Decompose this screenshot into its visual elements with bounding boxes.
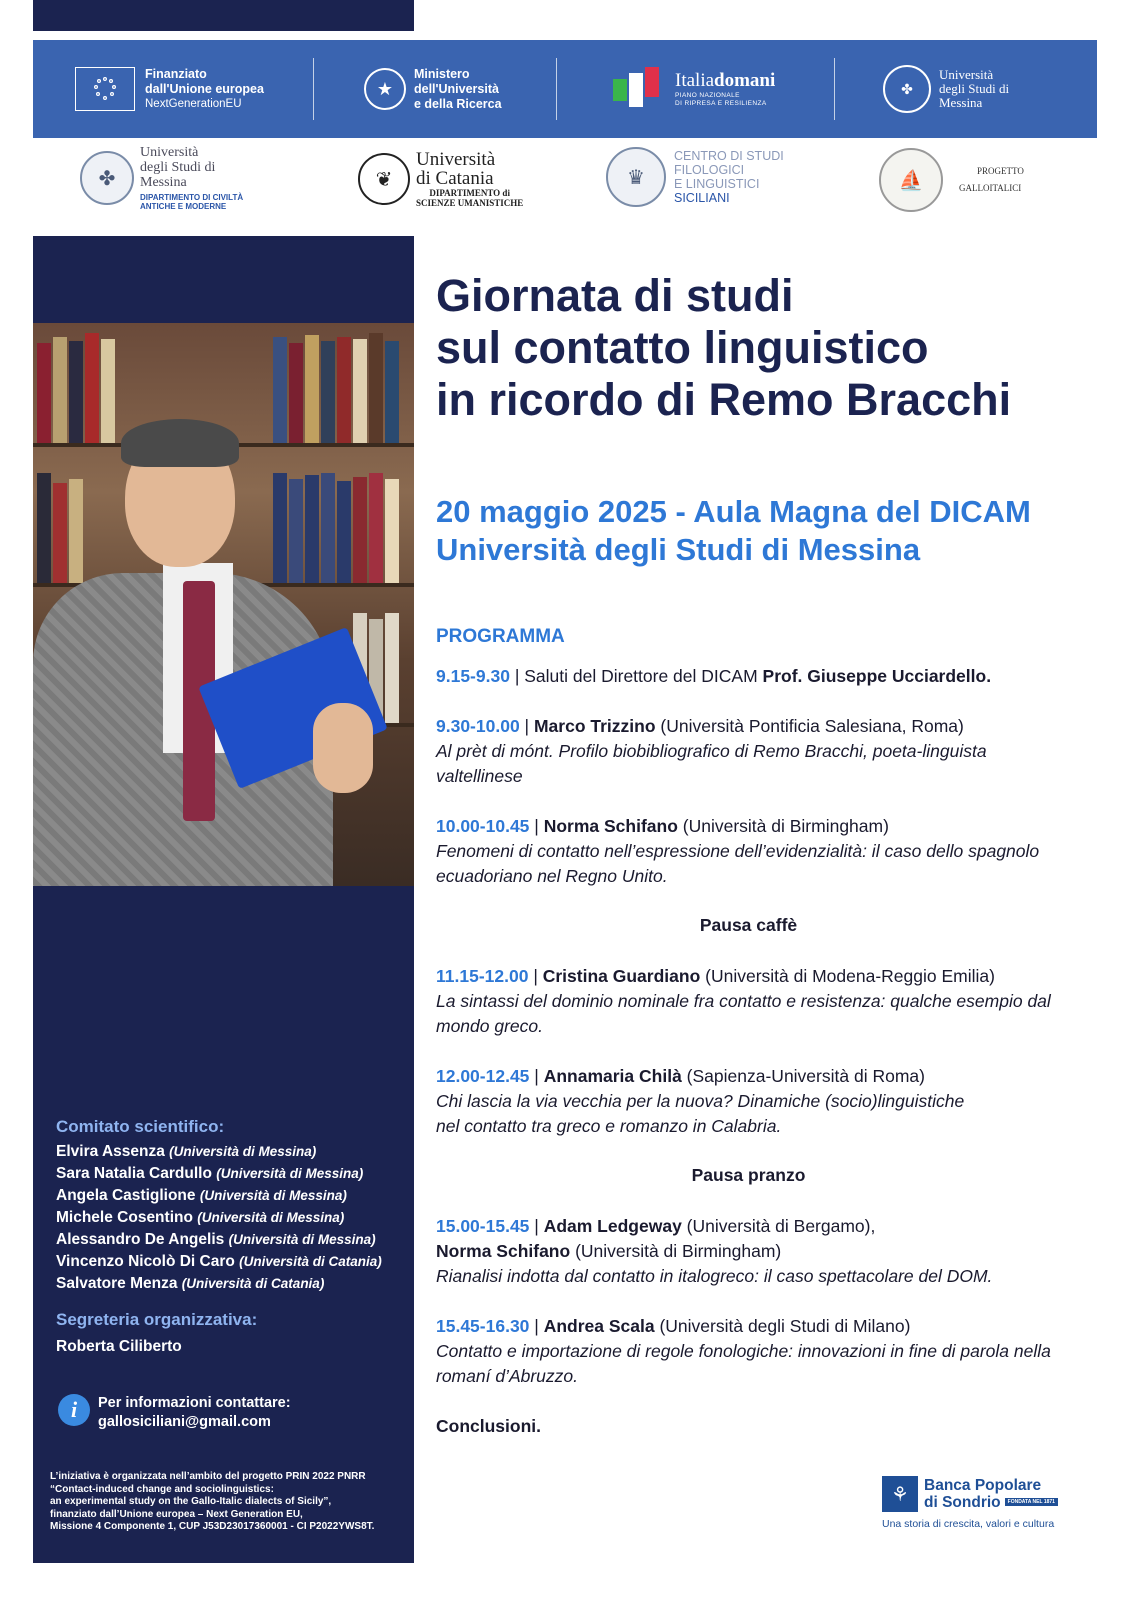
event-title: Giornata di studi sul contatto linguistico in ricordo di Remo Bracchi — [436, 270, 1012, 425]
catania-line2: di Catania — [416, 168, 494, 189]
catania-dept1: DIPARTIMENTO di — [429, 188, 510, 198]
secretariat-name: Roberta Ciliberto — [56, 1338, 182, 1355]
unime-dicam-logo — [80, 145, 243, 211]
committee-member: Vincenzo Nicolò Di Caro (Università di Catania) — [56, 1253, 382, 1270]
coffee-break: Pausa caffè — [699, 915, 798, 935]
program-slot: 10.00-10.45 | Norma Schifano (Università di Birmingham) Fenomeni di contatto nell’espressione dell’evidenzialità: il caso dello spagnolo ecuadoriano nel Regno Unito. — [436, 816, 1040, 886]
committee-member: Elvira Assenza (Università di Messina) — [56, 1143, 317, 1160]
csfls-line1: CENTRO DI STUDI — [674, 149, 784, 163]
event-date-venue: 20 maggio 2025 - Aula Magna del DICAM Università degli Studi di Messina — [436, 494, 1031, 567]
info-icon: i — [58, 1394, 90, 1426]
unime-banner-logo — [835, 40, 1009, 138]
top-navy-strip — [33, 0, 414, 31]
contact-label: Per informazioni contattare: — [98, 1395, 291, 1411]
program-slot: 9.30-10.00 | Marco Trizzino (Università Pontificia Salesiana, Roma) Al prèt di mónt. Profilo biobibliografico di Remo Bracchi, poeta-linguista valtellinese — [436, 716, 987, 786]
csfls-line2: FILOLOGICI — [674, 163, 745, 177]
catania-dept2: SCIENZE UMANISTICHE — [416, 198, 524, 208]
committee-heading: Comitato scientifico: — [56, 1117, 225, 1136]
messina-line2: degli Studi di — [140, 160, 216, 175]
program-slot: 11.15-12.00 | Cristina Guardiano (Università di Modena-Reggio Emilia) La sintassi del dominio nominale fra contatto e resistenza: qualche esempio dal mondo greco. — [436, 966, 1051, 1036]
committee-member: Salvatore Menza (Università di Catania) — [56, 1275, 325, 1292]
italia-sub1: PIANO NAZIONALE — [675, 92, 740, 99]
conclusion: Conclusioni. — [436, 1416, 541, 1436]
program-slot: 15.00-15.45 | Adam Ledgeway (Università di Bergamo), Norma Schifano (Università di Birmingham) Rianalisi indotta dal contatto in italogreco: il caso spettacolare del DOM. — [436, 1216, 993, 1286]
unime-seal-icon: ✤ — [883, 65, 931, 113]
messina-dept1: DIPARTIMENTO DI CIVILTÀ — [140, 193, 244, 202]
mur-line3: e della Ricerca — [414, 96, 502, 111]
committee-member: Sara Natalia Cardullo (Università di Messina) — [56, 1165, 364, 1182]
italia-word: Italia — [675, 70, 715, 91]
funder-banner — [33, 40, 1097, 138]
gallo-line2: GALLOITALICI — [959, 183, 1022, 193]
republic-emblem-icon: ★ — [364, 68, 406, 110]
eu-line3: NextGenerationEU — [145, 97, 242, 110]
program-slot: 15.45-16.30 | Andrea Scala (Università degli Studi di Milano) Contatto e importazione di regole fonologiche: innovazioni in fine di parola nella romaní d’Abruzzo. — [436, 1316, 1051, 1386]
messina-dept2: ANTICHE E MODERNE — [140, 202, 227, 211]
messina-line3: Messina — [140, 175, 187, 190]
lunch-break: Pausa pranzo — [691, 1165, 806, 1185]
bank-name-line1: Banca Popolare — [924, 1476, 1042, 1494]
bank-tagline: Una storia di crescita, valori e cultura — [882, 1518, 1055, 1530]
messina-line1: Università — [140, 145, 199, 160]
project-footnote: L’iniziativa è organizzata nell’ambito del progetto PRIN 2022 PNRR “Contact-induced change and sociolinguistics: an experimental study on the Gallo-Italic dialects of Sicily”, finanziato dall’Unione europea – Next Generation EU, Missione 4 Componente 1, CUP J53D23017360001 - CI P2022YWS8T. — [50, 1471, 375, 1532]
eu-flag-icon — [75, 67, 135, 111]
bank-sponsor-logo — [882, 1476, 1082, 1530]
mur-line1: Ministero — [414, 66, 470, 81]
eu-logo — [33, 40, 313, 138]
unict-seal-icon: ❦ — [358, 153, 410, 205]
bank-founded: FONDATA NEL 1871 — [1005, 1498, 1058, 1506]
italiadomani-logo — [557, 40, 834, 138]
gallo-line1: PROGETTO — [977, 166, 1024, 176]
domani-word: domani — [714, 70, 776, 91]
eu-line2: dall'Unione europea — [145, 81, 264, 96]
contact-info — [58, 1394, 291, 1432]
mur-logo — [314, 40, 556, 138]
program-slot: 9.15-9.30 | Saluti del Direttore del DICAM Prof. Giuseppe Ucciardello. — [436, 666, 992, 686]
unime-line2: degli Studi di — [939, 81, 1010, 96]
unime-line3: Messina — [939, 95, 983, 110]
bank-mark-icon: ⚘ — [882, 1476, 918, 1512]
committee-member: Alessandro De Angelis (Università di Messina) — [56, 1231, 376, 1248]
committee-list — [56, 1141, 382, 1295]
unime-line1: Università — [939, 67, 994, 82]
remo-bracchi-photo — [33, 323, 414, 886]
csfls-line4: SICILIANI — [674, 191, 730, 205]
secretariat-heading: Segreteria organizzativa: — [56, 1310, 258, 1329]
csfls-logo — [606, 147, 784, 207]
galloitalici-logo — [879, 148, 1024, 212]
italiadomani-mark-icon — [609, 65, 669, 113]
eu-line1: Finanziato — [145, 66, 207, 81]
ship-seal-icon: ⛵ — [879, 148, 943, 212]
committee-member: Angela Castiglione (Università di Messina) — [56, 1187, 347, 1204]
program-slot: 12.00-12.45 | Annamaria Chilà (Sapienza-Università di Roma) Chi lascia la via vecchia per la nuova? Dinamiche (socio)linguistiche nel contatto tra greco e romanzo in Calabria. — [436, 1066, 965, 1136]
unict-disum-logo — [358, 150, 523, 208]
contact-email[interactable]: gallosiciliani@gmail.com — [98, 1414, 271, 1430]
bank-name-line2: di Sondrio — [924, 1493, 1001, 1511]
committee-member: Michele Cosentino (Università di Messina) — [56, 1209, 345, 1226]
mur-line2: dell'Università — [414, 81, 499, 96]
csfls-line3: E LINGUISTICI — [674, 177, 760, 191]
italia-sub2: DI RIPRESA E RESILIENZA — [675, 100, 767, 107]
unime-seal-icon: ✤ — [80, 151, 134, 205]
eagle-emblem-icon: ♛ — [606, 147, 666, 207]
catania-line1: Università — [416, 149, 496, 170]
program-heading: PROGRAMMA — [436, 626, 565, 647]
